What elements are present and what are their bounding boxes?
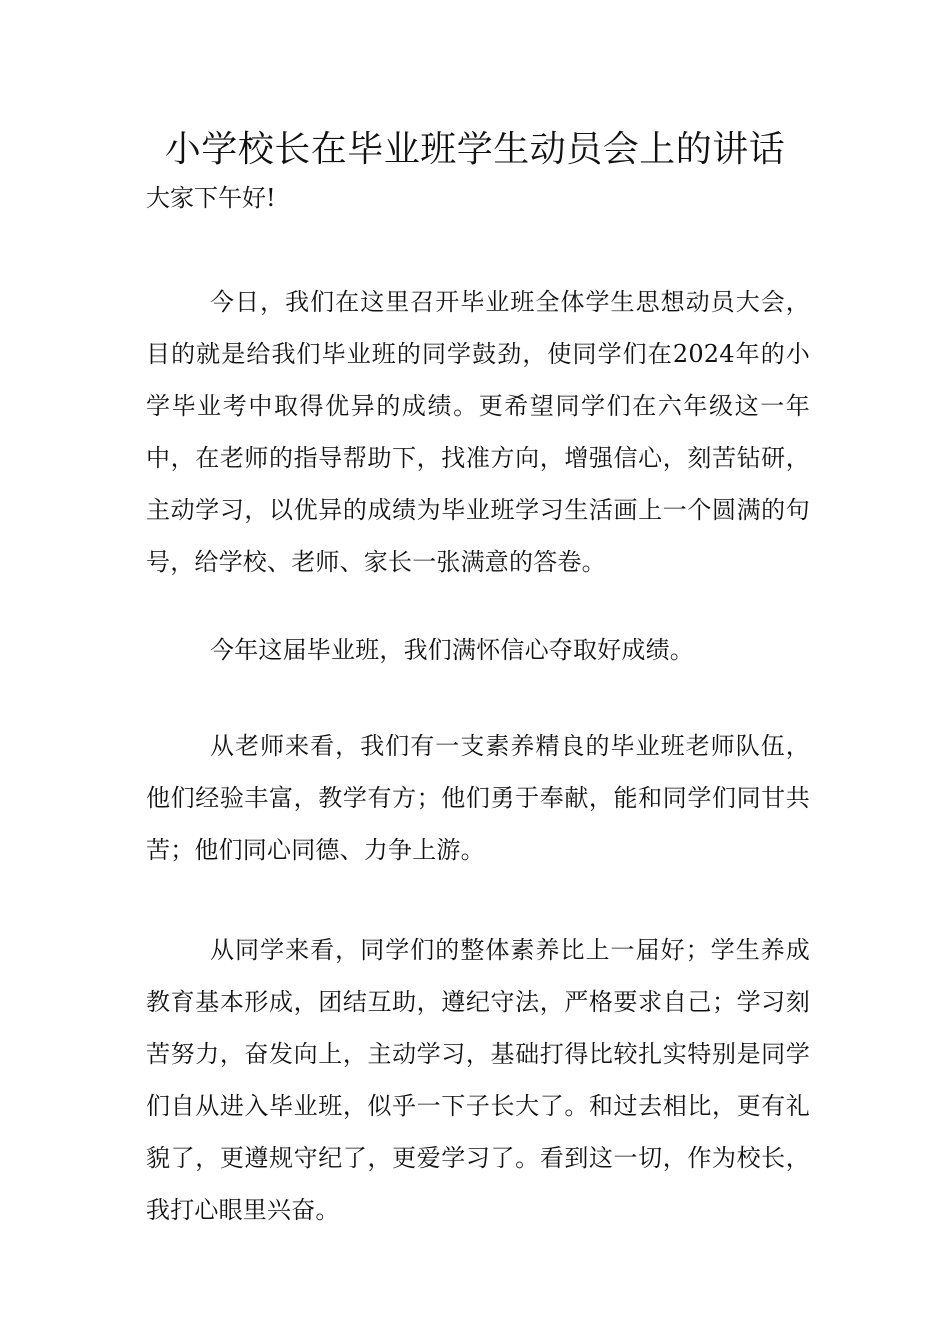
greeting-line: 大家下午好! xyxy=(146,184,276,212)
paragraph-4: 从同学来看，同学们的整体素养比上一届好；学生养成教育基本形成，团结互助，遵纪守法，严格要求自己；学习刻苦努力，奋发向上，主动学习，基础打得比较扎实特别是同学们自从进入毕业班，似乎一下子长大了。和过去相比，更有礼貌了，更遵规守纪了，更爱学习了。看到这一切，作为校长，我打心眼里兴奋。 xyxy=(146,936,810,1224)
paragraph-1: 今日，我们在这里召开毕业班全体学生思想动员大会，目的就是给我们毕业班的同学鼓劲，使同学们在2024年的小学毕业考中取得优异的成绩。更希望同学们在六年级这一年中，在老师的指导帮助下，找准方向，增强信心，刻苦钻研，主动学习，以优异的成绩为毕业班学习生活画上一个圆满的句号，给学校、老师、家长一张满意的答卷。 xyxy=(146,288,810,576)
paragraph-3: 从老师来看，我们有一支素养精良的毕业班老师队伍，他们经验丰富，教学有方；他们勇于奉献，能和同学们同甘共苦；他们同心同德、力争上游。 xyxy=(146,732,810,864)
paragraph-2: 今年这届毕业班，我们满怀信心夺取好成绩。 xyxy=(210,636,694,664)
document-title: 小学校长在毕业班学生动员会上的讲话 xyxy=(164,129,786,170)
